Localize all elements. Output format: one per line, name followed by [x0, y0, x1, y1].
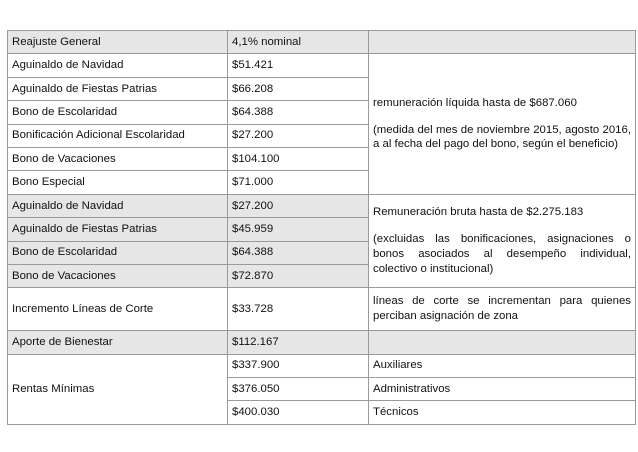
row-note [369, 31, 636, 54]
row-label: Aguinaldo de Fiestas Patrias [8, 218, 228, 241]
row-label: Incremento Líneas de Corte [8, 288, 228, 331]
table-row [8, 354, 636, 377]
table-row [8, 288, 636, 331]
row-label: Aporte de Bienestar [8, 331, 228, 354]
row-value: $337.900 [228, 354, 369, 377]
row-value: $64.388 [228, 101, 369, 124]
row-value: $27.200 [228, 124, 369, 147]
group-2-condition-main: Remuneración bruta hasta de $2.275.183 [373, 206, 584, 219]
row-label: Bono de Vacaciones [8, 264, 228, 287]
row-value: $66.208 [228, 77, 369, 100]
row-value: $33.728 [228, 288, 369, 331]
row-value: 4,1% nominal [228, 31, 369, 54]
group-1-condition-main: remuneración líquida hasta de $687.060 [373, 96, 577, 109]
row-label: Bono de Vacaciones [8, 147, 228, 170]
table-row [8, 54, 636, 77]
row-value: $45.959 [228, 218, 369, 241]
row-label: Rentas Mínimas [8, 354, 228, 424]
row-value: $376.050 [228, 378, 369, 401]
row-value: $400.030 [228, 401, 369, 424]
row-label: Bono Especial [8, 171, 228, 194]
row-value: $64.388 [228, 241, 369, 264]
row-label: Aguinaldo de Fiestas Patrias [8, 77, 228, 100]
benefits-table [7, 30, 636, 425]
row-label: Aguinaldo de Navidad [8, 54, 228, 77]
row-value: $72.870 [228, 264, 369, 287]
row-note [369, 331, 636, 354]
row-note: líneas de corte se incrementan para quienes perciban asignación de zona [369, 288, 636, 331]
row-label: Bono de Escolaridad [8, 241, 228, 264]
group-2-condition-detail: (excluidas las bonificaciones, asignaciones o bonos asociados al desempeño individual, colectivo o institucional) [373, 233, 631, 275]
table-row [8, 194, 636, 217]
row-label: Bono de Escolaridad [8, 101, 228, 124]
row-value: $71.000 [228, 171, 369, 194]
row-category: Administrativos [369, 378, 636, 401]
row-value: $104.100 [228, 147, 369, 170]
row-label: Bonificación Adicional Escolaridad [8, 124, 228, 147]
row-value: $112.167 [228, 331, 369, 354]
row-value: $27.200 [228, 194, 369, 217]
row-label: Reajuste General [8, 31, 228, 54]
group-1-condition-detail: (medida del mes de noviembre 2015, agosto 2016, a al fecha del pago del bono, según el beneficio) [373, 123, 631, 151]
row-category: Auxiliares [369, 354, 636, 377]
table-row [8, 31, 636, 54]
group-2-conditions [369, 194, 636, 288]
row-category: Técnicos [369, 401, 636, 424]
row-value: $51.421 [228, 54, 369, 77]
table-row [8, 331, 636, 354]
row-label: Aguinaldo de Navidad [8, 194, 228, 217]
group-1-conditions [369, 54, 636, 194]
